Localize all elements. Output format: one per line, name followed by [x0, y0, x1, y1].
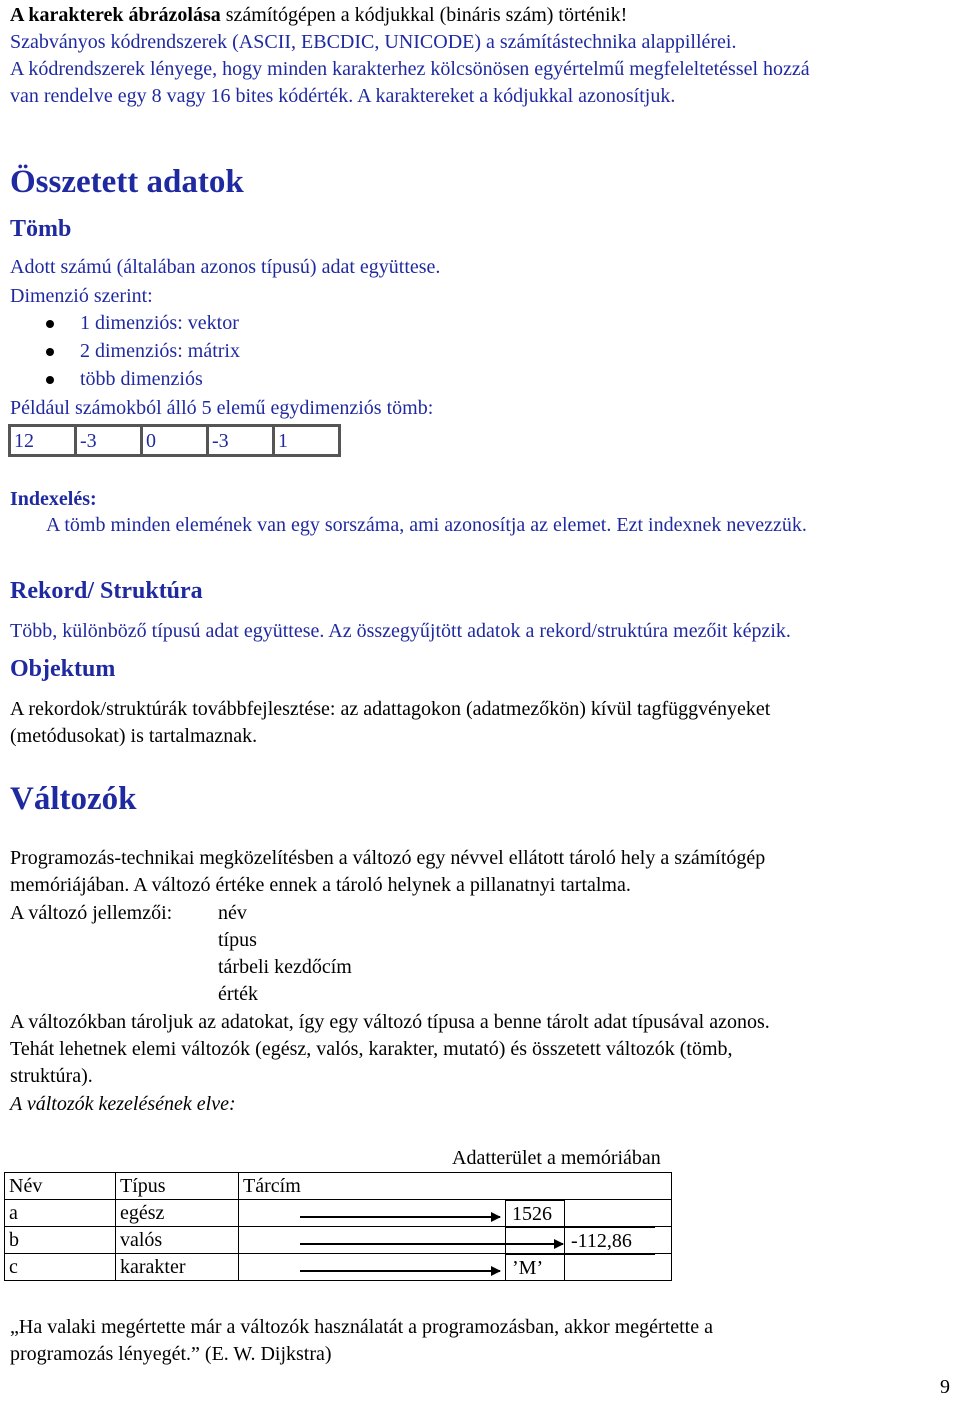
heading-valtozok: Változók [10, 781, 137, 817]
jellemzo-item: típus [218, 929, 257, 951]
intro-line-2: Szabványos kódrendszerek (ASCII, EBCDIC, UNICODE) a számítástechnika alappillérei. [10, 31, 737, 53]
dijkstra-quote: „Ha valaki megértette már a változók használatát a programozásban, akkor megértette a programozás lényegét.” (E. W. Dijkstra) [10, 1316, 713, 1365]
heading-tomb: Tömb [10, 216, 72, 242]
heading-osszetett-adatok: Összetett adatok [10, 164, 244, 200]
tomb-description: Adott számú (általában azonos típusú) adat együttese. [10, 256, 441, 278]
dimension-item-3: több dimenziós [80, 368, 203, 390]
memory-cell-c: ’M’ [506, 1255, 565, 1282]
intro-line-3: A kódrendszerek lényege, hogy minden karakterhez kölcsönösen egyértelmű megfeleltetéssel hozzá [10, 58, 810, 80]
memory-cell-b: -112,86 [565, 1228, 656, 1255]
array-cell: -3 [76, 426, 142, 456]
intro-line-4: van rendelve egy 8 vagy 16 bites kódérték. A karaktereket a kódjukkal azonosítjuk. [10, 85, 676, 107]
column-header-nev: Név [5, 1173, 116, 1200]
array-cell: 1 [274, 426, 340, 456]
heading-indexeles: Indexelés: [10, 488, 97, 510]
jellemzo-item: tárbeli kezdőcím [218, 956, 352, 978]
cell-nev: b [5, 1227, 116, 1254]
array-cell: -3 [208, 426, 274, 456]
memory-area-title: Adatterület a memóriában [452, 1147, 661, 1169]
jellemzo-item: érték [218, 983, 258, 1005]
dimension-item-2: 2 dimenziós: mátrix [80, 340, 240, 362]
dimension-label: Dimenzió szerint: [10, 285, 153, 307]
memory-cell-a: 1526 [506, 1201, 565, 1228]
column-header-tarcim: Tárcím [239, 1173, 672, 1200]
heading-objektum: Objektum [10, 656, 116, 682]
valtozok-kezelese-label: A változók kezelésének elve: [10, 1093, 236, 1115]
cell-tipus: valós [116, 1227, 239, 1254]
column-header-tipus: Típus [116, 1173, 239, 1200]
array-cell: 12 [10, 426, 76, 456]
jellemzok-label: A változó jellemzői: [10, 902, 173, 924]
cell-tipus: karakter [116, 1254, 239, 1281]
heading-rekord-struktura: Rekord/ Struktúra [10, 578, 203, 604]
indexeles-description: A tömb minden elemének van egy sorszáma, ami azonosítja az elemet. Ezt indexnek nevezzük. [46, 514, 807, 536]
cell-nev: c [5, 1254, 116, 1281]
valtozok-intro: Programozás-technikai megközelítésben a változó egy névvel ellátott tároló hely a számítógép memóriájában. A változó értéke ennek a tároló helynek a pillanatnyi tartalma. [10, 847, 766, 896]
dimension-item-1: 1 dimenziós: vektor [80, 312, 239, 334]
array-example-label: Például számokból álló 5 elemű egydimenziós tömb: [10, 397, 434, 419]
intro-line-1: A karakterek ábrázolása számítógépen a kódjukkal (bináris szám) történik! [10, 4, 628, 26]
cell-tipus: egész [116, 1200, 239, 1227]
objektum-description: A rekordok/struktúrák továbbfejlesztése: az adattagokon (adatmezőkön) kívül tagfüggvényeket (metódusokat) is tartalmaznak. [10, 698, 771, 747]
rekord-description: Több, különböző típusú adat együttese. Az összegyűjtött adatok a rekord/struktúra mezőit képzik. [10, 620, 791, 642]
page-number: 9 [940, 1376, 950, 1398]
jellemzo-item: név [218, 902, 247, 924]
cell-nev: a [5, 1200, 116, 1227]
valtozok-description: A változókban tároljuk az adatokat, így egy változó típusa a benne tárolt adat típusával azonos. Tehát lehetnek elemi változók (egész, valós, karakter, mutató) és összetett változók (tömb, struktúra). [10, 1011, 770, 1087]
array-cell: 0 [142, 426, 208, 456]
